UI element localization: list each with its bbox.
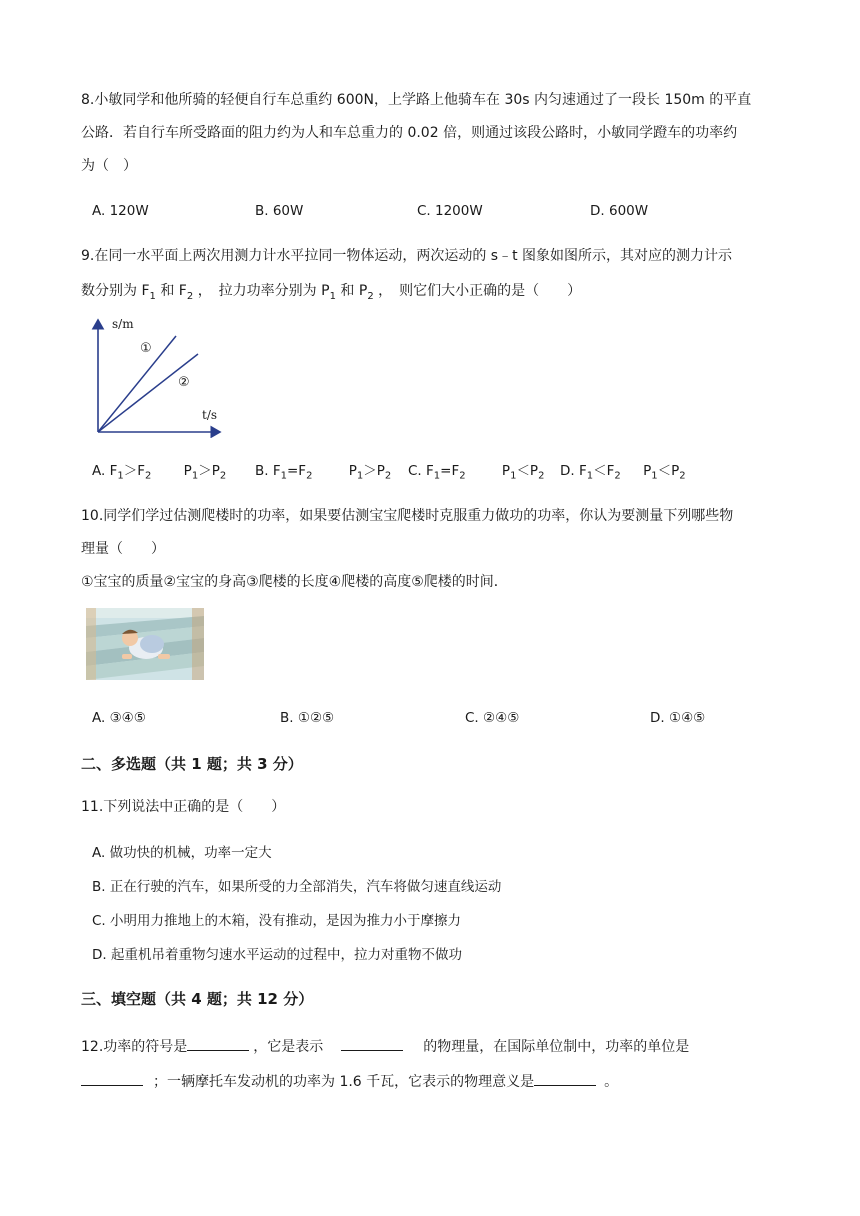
q8-option-a: A. 120W bbox=[92, 203, 149, 219]
q10-option-a: A. ③④⑤ bbox=[92, 710, 146, 726]
q8-option-c: C. 1200W bbox=[417, 203, 483, 219]
q12-blank-4 bbox=[534, 1069, 596, 1086]
q9-option-b: B. $F_1=F_2$ $P_1>P_2$ bbox=[255, 463, 392, 482]
section-heading-multiple-choice: 二、多选题（共 1 题；共 3 分） bbox=[81, 755, 303, 773]
q11-option-d: D. 起重机吊着重物匀速水平运动的过程中，拉力对重物不做功 bbox=[92, 947, 462, 963]
line-1-label: ① bbox=[140, 341, 152, 356]
q12-blank-3 bbox=[81, 1069, 143, 1086]
q12-blank-2 bbox=[341, 1034, 403, 1051]
q10-line3: ①宝宝的质量②宝宝的身高③爬楼的长度④爬楼的高度⑤爬楼的时间． bbox=[81, 574, 508, 590]
q12-line2: ；一辆摩托车发动机的功率为 1.6 千瓦，它表示的物理意义是 。 bbox=[81, 1069, 618, 1092]
q11-option-b: B. 正在行驶的汽车，如果所受的力全部消失，汽车将做匀速直线运动 bbox=[92, 879, 502, 895]
q8-option-b: B. 60W bbox=[255, 203, 304, 219]
q8-option-d: D. 600W bbox=[590, 203, 649, 219]
q12-line1: 12.功率的符号是 ，它是表示 的物理量，在国际单位制中，功率的单位是 bbox=[81, 1034, 689, 1057]
y-axis-label: s/m bbox=[112, 317, 134, 331]
q8-line1: 8.小敏同学和他所骑的轻便自行车总重约 600N，上学路上他骑车在 30s 内匀速通过了一段长 150m 的平直 bbox=[81, 92, 752, 108]
q11-option-c: C. 小明用力推地上的木箱，没有推动，是因为推力小于摩擦力 bbox=[92, 913, 462, 929]
q9-option-a: A. $F_1>F_2$ $P_1>P_2$ bbox=[92, 463, 227, 482]
q10-option-b: B. ①②⑤ bbox=[280, 710, 335, 726]
q9-option-d: D. $F_1<F_2$ $P_1<P_2$ bbox=[560, 463, 686, 482]
q10-line2: 理量（ ） bbox=[81, 541, 165, 557]
q9-option-c: C. $F_1=F_2$ $P_1<P_2$ bbox=[408, 463, 545, 482]
q11-option-a: A. 做功快的机械，功率一定大 bbox=[92, 845, 272, 861]
q12-blank-1 bbox=[187, 1034, 249, 1051]
q10-option-c: C. ②④⑤ bbox=[465, 710, 520, 726]
graph-line-1 bbox=[98, 336, 176, 432]
baby-climbing-stairs-photo bbox=[86, 608, 204, 680]
section-heading-fill-in: 三、填空题（共 4 题；共 12 分） bbox=[81, 990, 314, 1008]
graph-line-2 bbox=[98, 354, 198, 432]
q10-line1: 10.同学们学过估测爬楼时的功率，如果要估测宝宝爬楼时克服重力做功的功率，你认为要测量下列哪些物 bbox=[81, 508, 734, 524]
line-2-label: ② bbox=[178, 375, 190, 390]
q9-line2: 数分别为 $F_1$ 和 $F_2$ ， 拉力功率分别为 $P_1$ 和 $P_2$ ， 则它们大小正确的是（ ） bbox=[81, 283, 582, 302]
x-axis-label: t/s bbox=[202, 408, 218, 422]
st-graph bbox=[88, 314, 228, 438]
q11-stem: 11.下列说法中正确的是（ ） bbox=[81, 799, 286, 815]
q10-option-d: D. ①④⑤ bbox=[650, 710, 706, 726]
q9-line1: 9.在同一水平面上两次用测力计水平拉同一物体运动，两次运动的 s﹣t 图象如图所示，其对应的测力计示 bbox=[81, 248, 733, 264]
q8-line2: 公路．若自行车所受路面的阻力约为人和车总重力的 0.02 倍，则通过该段公路时，小敏同学蹬车的功率约 bbox=[81, 125, 738, 141]
q8-line3: 为（ ） bbox=[81, 158, 137, 174]
